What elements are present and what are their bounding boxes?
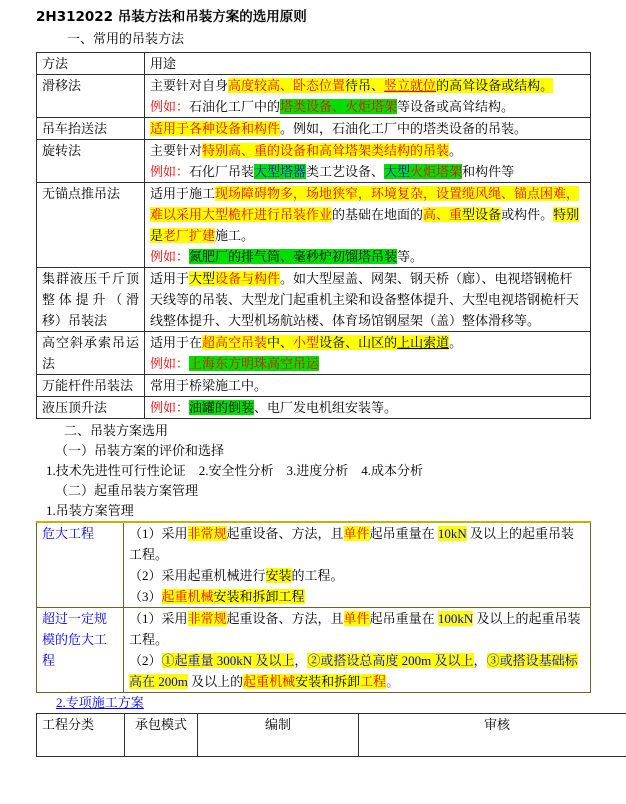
text-segment: 单件 xyxy=(343,611,370,626)
hazard-projects-table-body xyxy=(37,522,591,693)
text-segment: 非常规 xyxy=(187,526,227,541)
method-usage xyxy=(145,375,591,397)
text-segment: 适用于施工 xyxy=(150,186,216,201)
method-usage xyxy=(145,118,591,140)
text-segment: 大型 xyxy=(189,271,216,286)
text-segment: 常用于桥梁施工中。 xyxy=(150,378,268,393)
column-header-project-type: 工程分类 xyxy=(37,714,125,757)
method-row xyxy=(37,140,591,183)
method-row xyxy=(37,375,591,397)
section-1-heading: 一、常用的吊装方法 xyxy=(67,31,185,46)
method-usage xyxy=(145,332,591,375)
hazard-criteria xyxy=(124,522,591,608)
text-segment: 安装和拆卸工程 xyxy=(213,589,305,604)
column-header-compiler: 编制 xyxy=(198,714,359,757)
criteria-line xyxy=(129,650,585,692)
special-plan-line xyxy=(56,693,591,713)
method-name: 滑移法 xyxy=(37,75,145,118)
text-segment: 。例如，石油化工厂中的塔类设备的吊装。 xyxy=(280,121,528,136)
text-segment: 的基础在地面的 xyxy=(332,207,424,222)
usage-line xyxy=(150,75,585,96)
usage-line xyxy=(150,118,585,139)
method-name: 吊车抬送法 xyxy=(37,118,145,140)
text-segment: 老厂扩建 xyxy=(163,228,216,243)
methods-table-body xyxy=(37,53,591,419)
text-segment: 油罐的倒装 xyxy=(189,400,255,415)
text-segment: 起吊重量在 xyxy=(369,611,438,626)
method-usage xyxy=(145,75,591,118)
text-segment: 的高耸设备或结构。 xyxy=(436,78,554,93)
text-segment: 超高空吊装 xyxy=(202,335,268,350)
method-name: 万能杆件吊装法 xyxy=(37,375,145,397)
text-segment: 火炬塔架 xyxy=(410,164,463,179)
text-segment: 例如： xyxy=(150,164,190,179)
method-row xyxy=(37,332,591,375)
text-segment: 起重设备、方法，且 xyxy=(226,611,344,626)
section-2-1-heading: （一）吊装方案的评价和选择 xyxy=(55,443,225,458)
text-segment: 设备、山区的 xyxy=(319,335,398,350)
text-segment: 设备与构件 xyxy=(215,271,281,286)
hazard-row xyxy=(37,522,591,608)
text-segment: 塔类设备、火炬塔架 xyxy=(280,99,398,114)
text-segment: 。 xyxy=(449,143,463,158)
text-segment: 。 xyxy=(386,674,400,689)
criteria-line xyxy=(129,565,585,586)
column-header-reviewer: 审核 xyxy=(359,714,626,757)
text-segment: 适用于各种设备和构件 xyxy=(150,121,281,136)
special-plan-link[interactable]: 2.专项施工方案 xyxy=(56,695,144,710)
text-segment: 安装 xyxy=(265,568,292,583)
text-segment: 中、 xyxy=(267,335,294,350)
method-row xyxy=(37,118,591,140)
text-segment: 特别是 xyxy=(150,207,580,243)
text-segment: 起重设备、方法，且 xyxy=(226,526,344,541)
text-segment: 大型 xyxy=(384,164,411,179)
text-segment: 等设备或高耸结构。 xyxy=(397,99,515,114)
text-segment: 例如： xyxy=(150,99,190,114)
text-segment: 或构件。 xyxy=(501,207,554,222)
methods-header-row xyxy=(37,53,591,75)
usage-line xyxy=(150,353,585,374)
text-segment: 特别高、重的设备和高耸塔架类结构的吊装 xyxy=(202,143,450,158)
text-segment: （2）采用起重机械进行 xyxy=(129,568,266,583)
method-name: 液压顶升法 xyxy=(37,397,145,419)
hazard-criteria xyxy=(124,608,591,693)
criteria-line xyxy=(129,608,585,650)
text-segment: 及以上的起重吊装工程。 xyxy=(129,526,574,562)
text-segment: 例如： xyxy=(150,356,190,371)
text-segment: 10kN xyxy=(437,526,467,541)
column-header: 用途 xyxy=(145,53,591,75)
method-name: 高空斜承索吊运法 xyxy=(37,332,145,375)
methods-table xyxy=(36,52,591,419)
hazard-category-label: 危大工程 xyxy=(37,522,124,608)
text-segment: 及以上的起重吊装工程。 xyxy=(129,611,581,647)
text-segment: 100kN xyxy=(437,611,474,626)
text-segment: 等。 xyxy=(397,249,424,264)
plan-management-heading: 1.吊装方案管理 xyxy=(46,503,134,518)
usage-line xyxy=(150,375,585,396)
text-segment: 适用于在 xyxy=(150,335,203,350)
text-segment: 主要针对自身 xyxy=(150,78,229,93)
text-segment: ②或搭设总高度 200m 及以上 xyxy=(307,653,474,668)
text-segment: ③或搭设基础标高在 200m xyxy=(129,653,578,689)
text-segment: 、电厂发电机组安装等。 xyxy=(254,400,398,415)
text-segment: 施工。 xyxy=(215,228,255,243)
hazard-row xyxy=(37,608,591,693)
usage-line xyxy=(150,332,585,353)
column-header-contract-mode: 承包模式 xyxy=(125,714,198,757)
criteria-line xyxy=(129,586,585,607)
doc-title: 2H312022 吊装方法和吊装方案的选用原则 xyxy=(36,9,307,25)
text-segment: 型设备 xyxy=(462,207,502,222)
method-usage xyxy=(145,268,591,332)
text-segment: ， xyxy=(294,653,308,668)
section-2-2-heading: （二）起重吊装方案管理 xyxy=(55,483,199,498)
text-segment: 石油化工厂中的 xyxy=(189,99,281,114)
text-segment: （1）采用 xyxy=(129,611,188,626)
method-row xyxy=(37,75,591,118)
text-segment: （3） xyxy=(129,589,162,604)
text-segment: 上海东方明珠高空吊运 xyxy=(189,356,320,371)
section-2-heading: 二、吊装方案选用 xyxy=(64,423,169,438)
usage-line xyxy=(150,140,585,161)
text-segment: ①起重量 300kN 及以上 xyxy=(161,653,295,668)
usage-line xyxy=(150,246,585,267)
text-segment: 例如： xyxy=(150,400,190,415)
text-segment: 竖立就位 xyxy=(384,78,437,93)
text-segment: 非常规 xyxy=(187,611,227,626)
text-segment: 石化厂吊装 xyxy=(189,164,255,179)
text-segment: 高度较高、卧态位置 xyxy=(228,78,346,93)
text-segment: 。 xyxy=(449,335,463,350)
text-segment: （1）采用 xyxy=(129,526,188,541)
text-segment: 及以上的 xyxy=(187,674,244,689)
text-segment: 上山索道 xyxy=(397,335,450,350)
text-segment: 工程 xyxy=(360,674,387,689)
method-usage xyxy=(145,140,591,183)
text-segment: 的工程。 xyxy=(291,568,344,583)
usage-line xyxy=(150,183,585,246)
criteria-line xyxy=(129,523,585,565)
text-segment: 适用于 xyxy=(150,271,190,286)
evaluation-criteria-line: 1.技术先进性可行性论证 2.安全性分析 3.进度分析 4.成本分析 xyxy=(46,463,424,478)
hazard-projects-table xyxy=(36,521,591,693)
column-header: 方法 xyxy=(37,53,145,75)
text-segment: （2） xyxy=(129,653,162,668)
text-segment: 氮肥厂的排气筒、毫秒炉初馏塔吊装 xyxy=(189,249,398,264)
text-segment: 高、重 xyxy=(423,207,463,222)
method-usage xyxy=(145,397,591,419)
usage-line xyxy=(150,268,585,331)
method-row xyxy=(37,268,591,332)
text-segment: 起吊重量在 xyxy=(369,526,438,541)
plan-roles-header-row xyxy=(37,714,626,757)
text-segment: 小型 xyxy=(293,335,320,350)
text-segment: 。如大型屋盖、网架、钢天桥（廊）、电视塔钢桅杆天线等的吊装、大型龙门起重机主梁和设备整体提升、大型电视塔钢桅杆天线整体提升、大型机场航站楼、体育场馆钢屋架（盖）整体滑移等。 xyxy=(150,271,580,328)
method-row xyxy=(37,183,591,268)
method-row xyxy=(37,397,591,419)
hazard-category-label: 超过一定规模的危大工程 xyxy=(37,608,124,693)
text-segment: 例如： xyxy=(150,249,190,264)
method-name: 集群液压千斤顶整体提升（滑移）吊装法 xyxy=(37,268,145,332)
method-usage xyxy=(145,183,591,268)
text-segment: 起重机械 xyxy=(161,589,214,604)
plan-roles-table xyxy=(36,713,626,757)
usage-line xyxy=(150,161,585,182)
method-name: 旋转法 xyxy=(37,140,145,183)
text-segment: 单件 xyxy=(343,526,370,541)
text-segment: 待吊、 xyxy=(345,78,385,93)
usage-line xyxy=(150,397,585,418)
text-segment: 大型塔器 xyxy=(254,164,307,179)
text-segment: 主要针对 xyxy=(150,143,203,158)
method-name: 无锚点推吊法 xyxy=(37,183,145,268)
text-segment: ， xyxy=(473,653,487,668)
text-segment: 和构件等 xyxy=(462,164,515,179)
usage-line xyxy=(150,96,585,117)
text-segment: 现场障碍物多，场地狭窄，环境复杂，设置缆风绳、锚点困难，难以采用大型桅杆进行吊装作业 xyxy=(150,186,580,222)
text-segment: 安装和拆卸 xyxy=(295,674,361,689)
text-segment: 类工艺设备、 xyxy=(306,164,385,179)
text-segment: 起重机械 xyxy=(243,674,296,689)
